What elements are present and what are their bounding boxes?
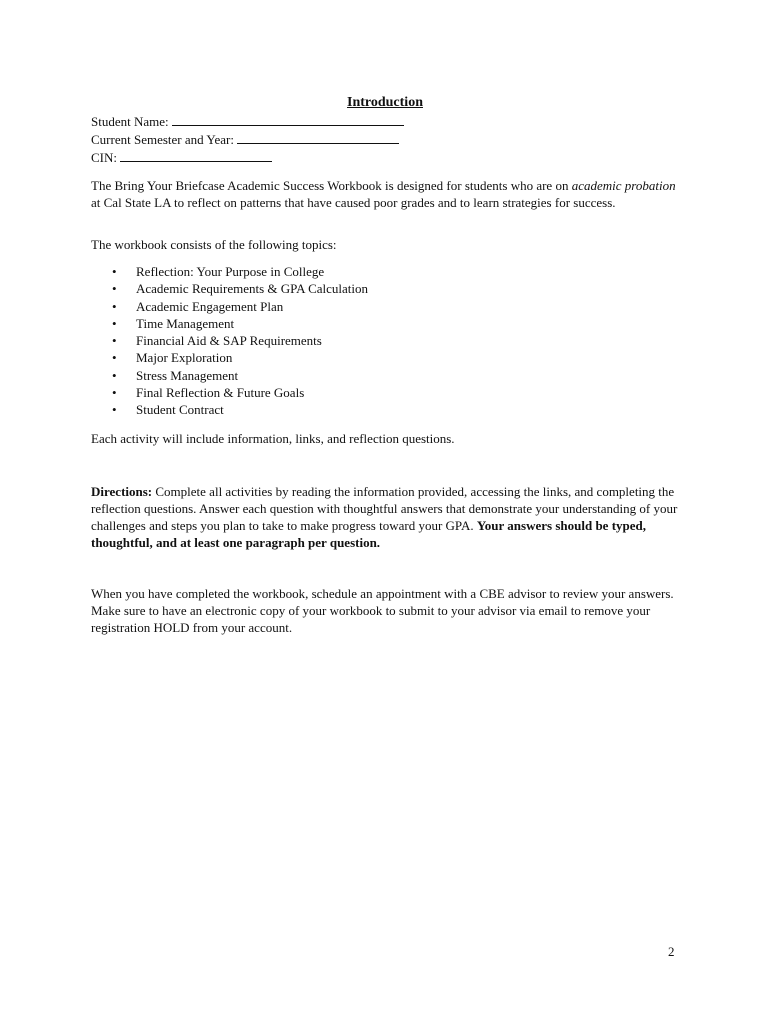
topic-text: Final Reflection & Future Goals (136, 385, 305, 401)
directions-text: Complete all activities by reading the information provided, accessing the links, and completing the reflection questions. Answer each question with thoughtful answers that demonstrate your understanding of your challenges and steps you plan to take to make progress toward your GPA. (91, 484, 678, 533)
page-title: Introduction (347, 95, 423, 110)
list-item (112, 349, 368, 366)
list-item (112, 263, 368, 280)
topic-text: Time Management (136, 315, 235, 331)
bullet-icon: • (112, 315, 117, 331)
list-item (112, 280, 368, 297)
directions-bold-text: Your answers should be typed, thoughtful, and at least one paragraph per question. (91, 518, 647, 550)
student-info-fields (91, 112, 404, 166)
topic-text: Student Contract (136, 402, 224, 418)
topic-list (112, 263, 368, 419)
directions-paragraph (91, 483, 681, 551)
activity-note: Each activity will include information, links, and reflection questions. (91, 431, 455, 446)
page-number: 2 (668, 944, 675, 959)
semester-year-label: Current Semester and Year: (91, 132, 234, 147)
completion-paragraph: When you have completed the workbook, schedule an appointment with a CBE advisor to review your answers. Make sure to have an electronic copy of your workbook to submit to your advisor via email to remove your registration HOLD from your account. (91, 586, 674, 635)
list-item (112, 298, 368, 315)
directions-label: Directions: (91, 484, 153, 499)
semester-year-field (91, 130, 404, 148)
intro-text-before: The Bring Your Briefcase Academic Success Workbook is designed for students who are on (91, 178, 572, 193)
list-item (112, 315, 368, 332)
intro-emphasis: academic probation (571, 178, 676, 193)
cin-blank (120, 148, 272, 162)
student-name-blank (172, 112, 404, 126)
bullet-icon: • (112, 298, 117, 314)
topic-text: Academic Engagement Plan (136, 298, 284, 314)
bullet-icon: • (112, 350, 117, 366)
topic-text: Stress Management (136, 367, 239, 383)
cin-label: CIN: (91, 150, 117, 165)
intro-paragraph (91, 177, 681, 211)
semester-year-blank (237, 130, 399, 144)
topics-lead: The workbook consists of the following topics: (91, 237, 337, 252)
topic-text: Academic Requirements & GPA Calculation (136, 281, 369, 297)
cin-field (91, 148, 404, 166)
topic-text: Financial Aid & SAP Requirements (136, 333, 322, 349)
list-item (112, 401, 368, 418)
list-item (112, 367, 368, 384)
list-item (112, 384, 368, 401)
topic-text: Reflection: Your Purpose in College (136, 264, 325, 279)
student-name-label: Student Name: (91, 114, 169, 129)
student-name-field (91, 112, 404, 130)
bullet-icon: • (112, 367, 117, 383)
bullet-icon: • (112, 385, 117, 401)
bullet-icon: • (112, 402, 117, 418)
bullet-icon: • (112, 333, 117, 349)
list-item (112, 332, 368, 349)
topic-text: Major Exploration (136, 350, 233, 366)
bullet-icon: • (112, 264, 117, 279)
bullet-icon: • (112, 281, 117, 297)
intro-text-after: at Cal State LA to reflect on patterns that have caused poor grades and to learn strategies for success. (91, 195, 616, 210)
